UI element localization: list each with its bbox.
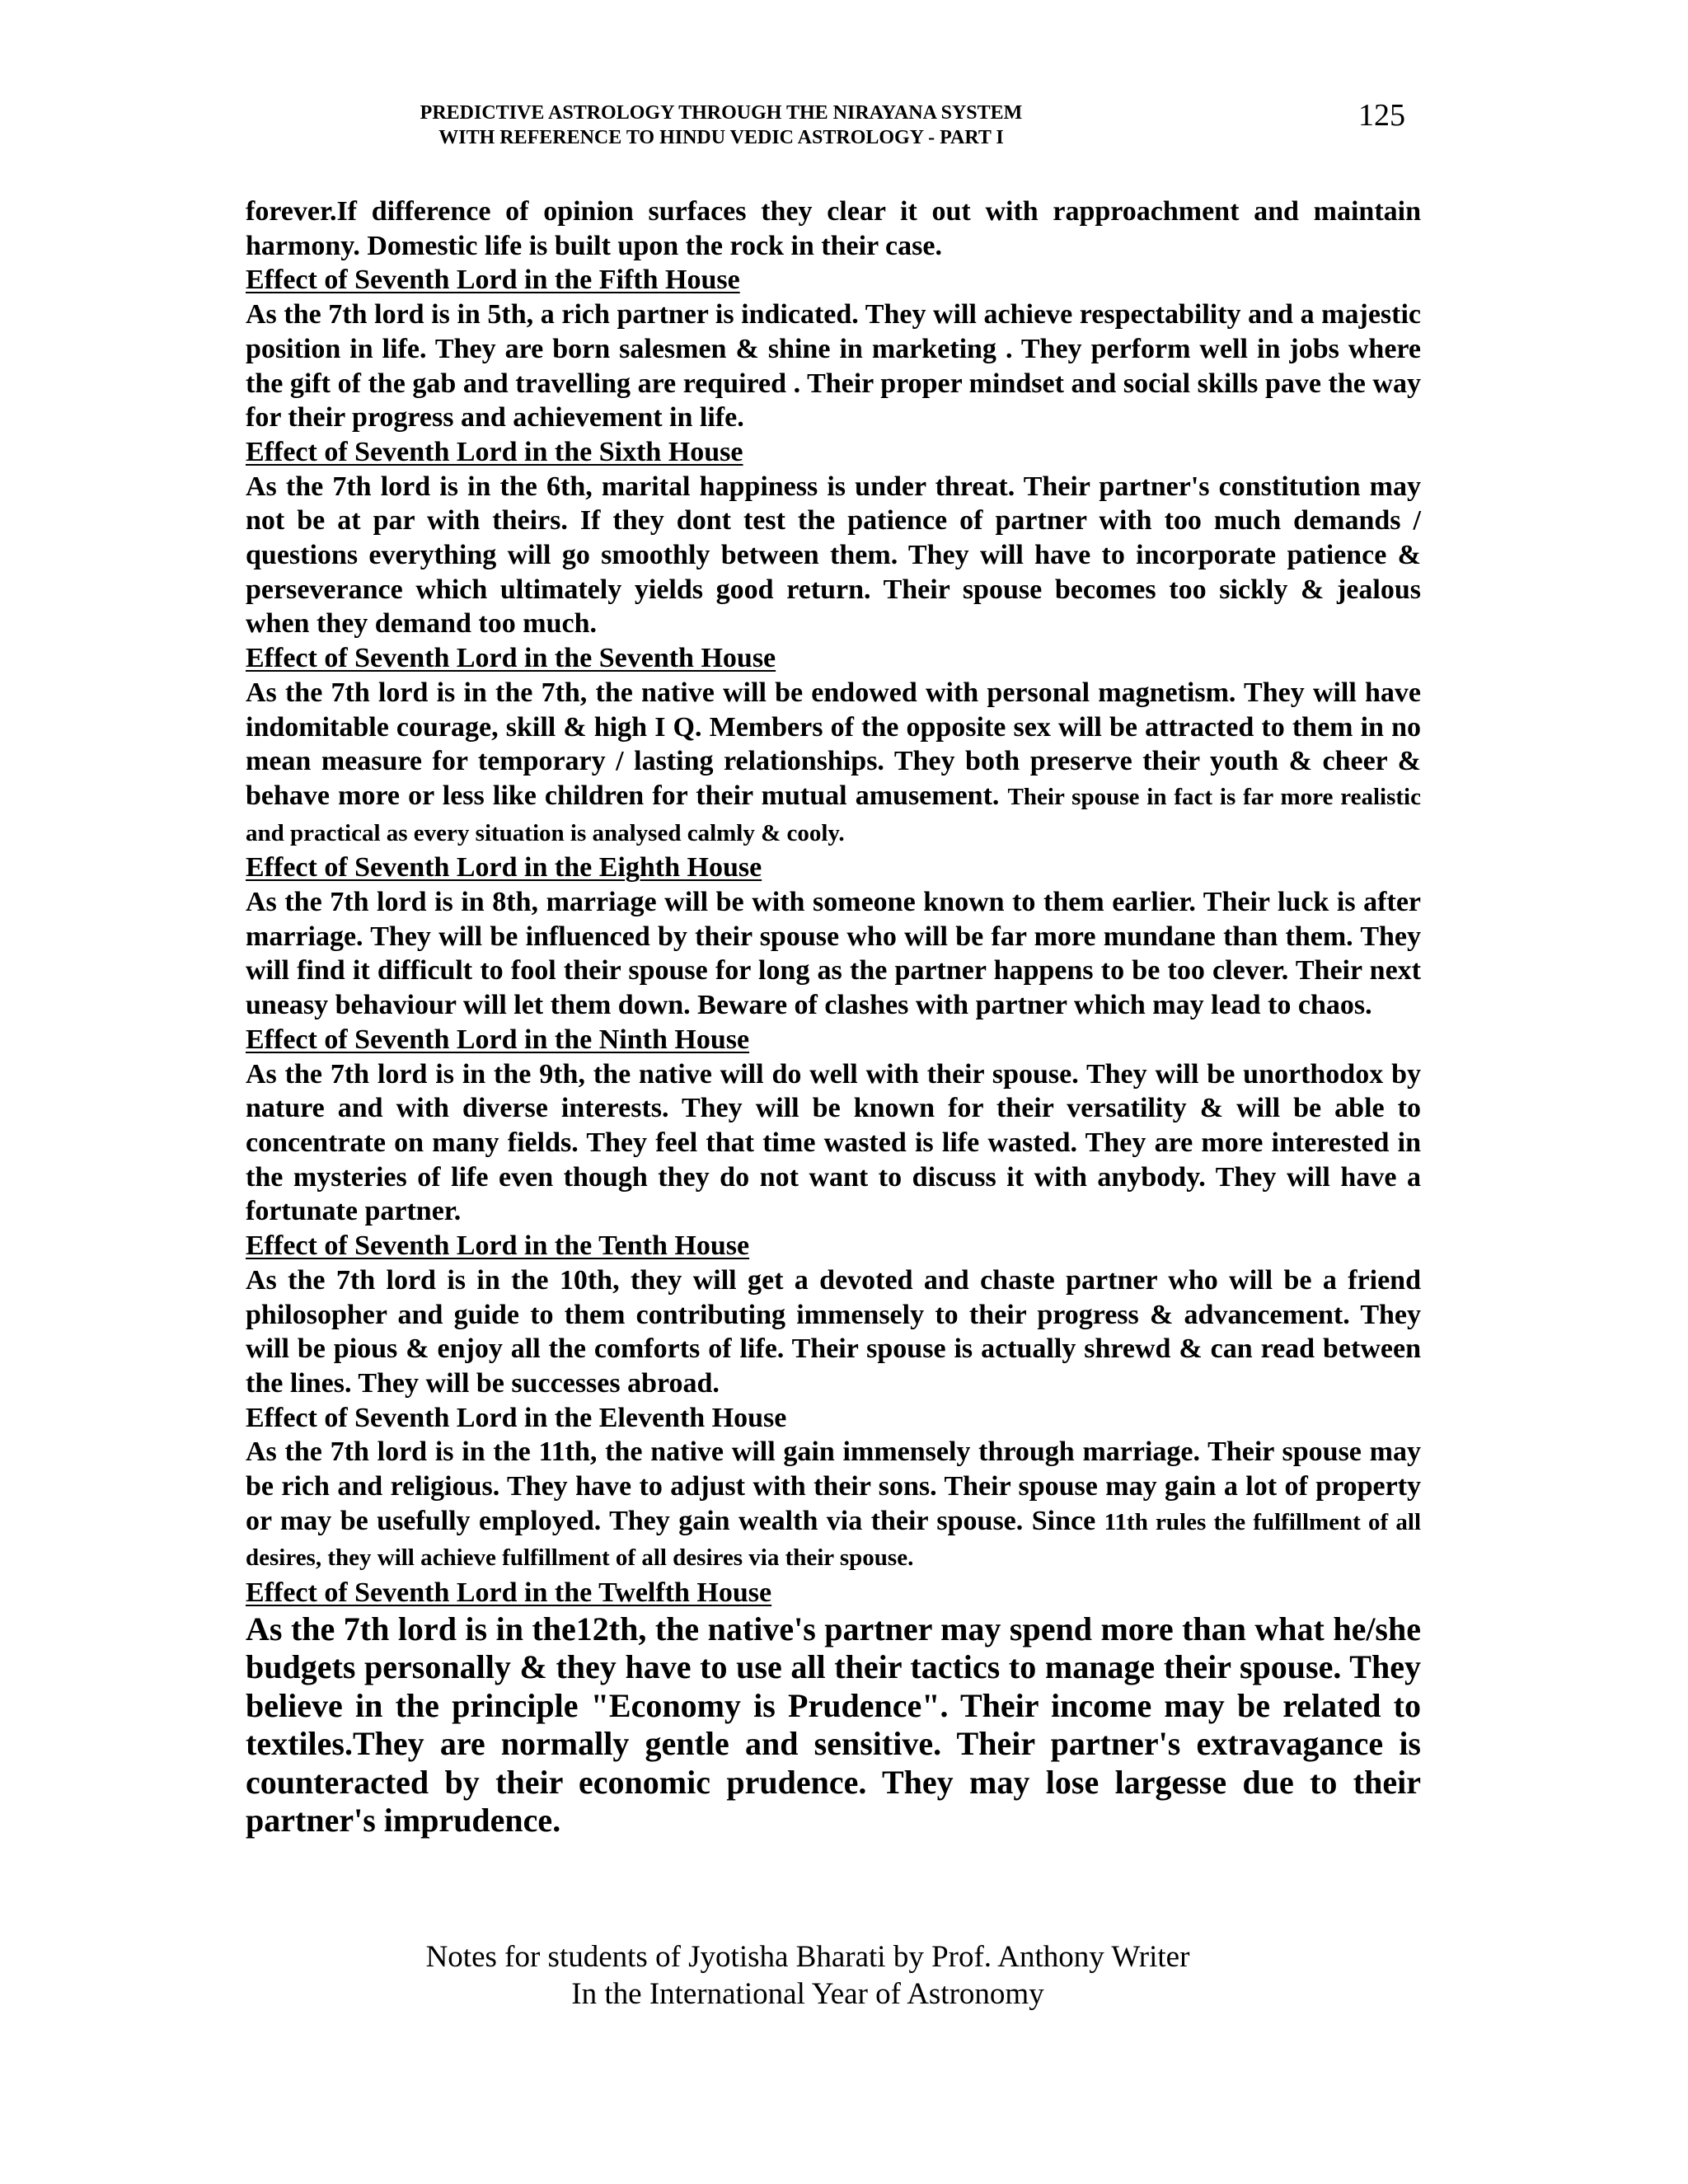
footer-line-1: Notes for students of Jyotisha Bharati by Prof. Anthony Writer — [425, 1940, 1190, 1974]
section-body-seventh-house-small: Their spouse in fact is far more realistic and practical as every situation is analysed calmly & cooly. — [246, 783, 1421, 846]
section-heading-fifth-house: Effect of Seventh Lord in the Fifth House — [246, 265, 740, 296]
page-footer — [247, 1938, 1368, 2013]
section-heading-eleventh-house: Effect of Seventh Lord in the Eleventh House — [246, 1402, 787, 1433]
section-body-sixth-house: As the 7th lord is in the 6th, marital happiness is under threat. Their partner's constitution may not be at par with theirs. If they dont test the patience of partner with too much demands / questions everything will go smoothly between them. They will have to incorporate patience & perseverance which ultimately yields good return. Their spouse becomes too sickly & jealous when they demand too much. — [246, 471, 1421, 640]
section-body-fifth-house: As the 7th lord is in 5th, a rich partner is indicated. They will achieve respectability and a majestic position in life. They are born salesmen & shine in marketing . They perform well in jobs where the gift of the gab and travelling are required . Their proper mindset and social skills pave the way for their progress and achievement in life. — [246, 299, 1421, 434]
footer-line-2: In the International Year of Astronomy — [571, 1977, 1044, 2011]
header-title-line-1: PREDICTIVE ASTROLOGY THROUGH THE NIRAYANA SYSTEM — [420, 102, 1023, 124]
section-body-ninth-house: As the 7th lord is in the 9th, the native will do well with their spouse. They will be unorthodox by nature and with diverse interests. They will be known for their versatility & will be able to concentrate on many fields. They feel that time wasted is life wasted. They are more interested in the mysteries of life even though they do not want to discuss it with anybody. They will have a fortunate partner. — [246, 1058, 1421, 1227]
header-title-line-2: WITH REFERENCE TO HINDU VEDIC ASTROLOGY - PART I — [438, 127, 1004, 148]
section-body-eleventh-house-small: 11th rules the fulfillment of all desires, they will achieve fulfillment of all desires via their spouse. — [246, 1508, 1421, 1572]
section-heading-seventh-house: Effect of Seventh Lord in the Seventh House — [246, 643, 776, 674]
section-heading-eighth-house: Effect of Seventh Lord in the Eighth House — [246, 852, 762, 883]
section-body-eighth-house: As the 7th lord is in 8th, marriage will be with someone known to them earlier. Their luck is after marriage. They will be influenced by their spouse who will be far more mundane than them. They will find it difficult to fool their spouse for long as the partner happens to be too clever. Their next uneasy behaviour will let them down. Beware of clashes with partner which may lead to chaos. — [246, 887, 1421, 1021]
section-heading-sixth-house: Effect of Seventh Lord in the Sixth House — [246, 436, 743, 467]
page-number: 125 — [1358, 98, 1405, 133]
intro-paragraph: forever.If difference of opinion surfaces they clear it out with rapproachment and maintain harmony. Domestic life is built upon the rock in their case. — [246, 196, 1421, 261]
section-body-seventh-house — [246, 676, 1421, 851]
section-body-eleventh-house — [246, 1435, 1421, 1576]
section-heading-twelfth-house: Effect of Seventh Lord in the Twelfth House — [246, 1577, 772, 1609]
section-heading-ninth-house: Effect of Seventh Lord in the Ninth House — [246, 1024, 750, 1055]
section-body-seventh-house-main: As the 7th lord is in the 7th, the native will be endowed with personal magnetism. They will have indomitable courage, skill & high I Q. Members of the opposite sex will be attracted to them in no mean measure for temporary / lasting relationships. They both preserve their youth & cheer & behave more or less like children for their mutual amusement. — [246, 677, 1421, 811]
section-body-tenth-house: As the 7th lord is in the 10th, they will get a devoted and chaste partner who will be a friend philosopher and guide to them contributing immensely to their progress & advancement. They will be pious & enjoy all the comforts of life. Their spouse is actually shrewd & can read between the lines. They will be successes abroad. — [246, 1264, 1421, 1399]
running-header — [247, 101, 1195, 150]
section-heading-tenth-house: Effect of Seventh Lord in the Tenth House — [246, 1230, 750, 1262]
section-body-eleventh-house-main: As the 7th lord is in the 11th, the native will gain immensely through marriage. Their spouse may be rich and religious. They have to adjust with their sons. Their spouse may gain a lot of property or may be usefully employed. They gain wealth via their spouse. Since — [246, 1436, 1421, 1536]
section-body-twelfth-house: As the 7th lord is in the12th, the native's partner may spend more than what he/she budgets personally & they have to use all their tactics to manage their spouse. They believe in the principle "Economy is Prudence". Their income may be related to textiles.They are normally gentle and sensitive. Their partner's extravagance is counteracted by their economic prudence. They may lose largesse due to their partner's imprudence. — [246, 1610, 1421, 1840]
page-content — [246, 194, 1421, 1840]
